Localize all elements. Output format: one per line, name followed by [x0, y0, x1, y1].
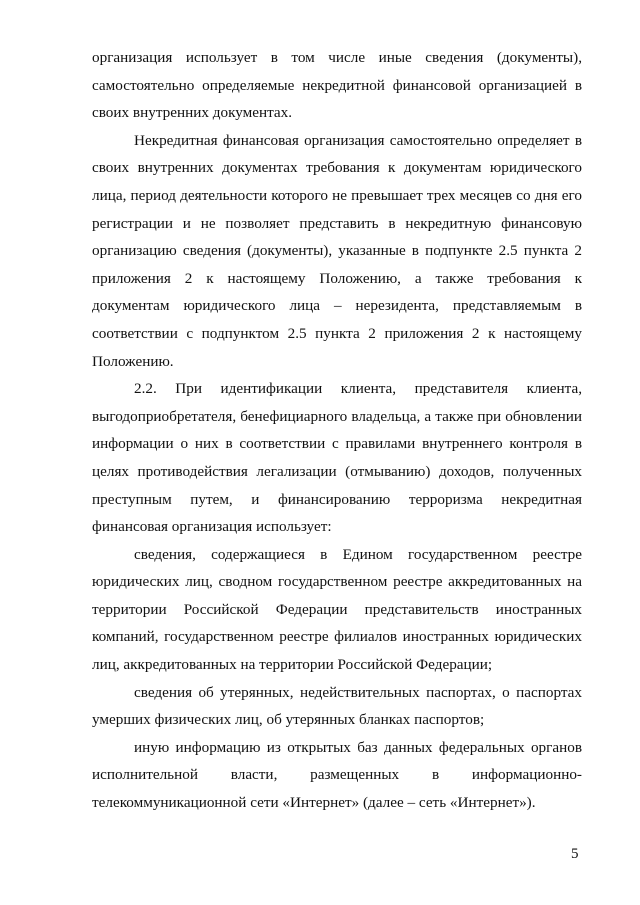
paragraph-requirements: Некредитная финансовая организация самостоятельно определяет в своих внутренних документах требования к документам юридического лица, период деятельности которого не превышает трех месяцев со дня его регистрации и не позволяет представить в некредитную финансовую организацию сведения (документы), указанные в подпункте 2.5 пункта 2 приложения 2 к настоящему Положению, а также требования к документам юридического лица – нерезидента, представляемым в соответствии с подпунктом 2.5 пункта 2 приложения 2 к настоящему Положению. — [92, 131, 582, 370]
paragraph-egrul-info: сведения, содержащиеся в Едином государственном реестре юридических лиц, сводном государственном реестре аккредитованных на территории Российской Федерации представительств иностранных компаний, государственном реестре филиалов иностранных юридических лиц, аккредитованных на территории Российской Федерации; — [92, 545, 582, 674]
paragraph-passport-info: сведения об утерянных, недействительных паспортах, о паспортах умерших физических лиц, об утерянных бланках паспортов; — [92, 683, 582, 729]
page-number: 5 — [571, 846, 579, 862]
paragraph-continuation: организация использует в том числе иные сведения (документы), самостоятельно определяемые некредитной финансовой организацией в своих внутренних документах. — [92, 49, 582, 122]
paragraph-open-data-info: иную информацию из открытых баз данных федеральных органов исполнительной власти, размещенных в информационно-телекоммуникационной сети «Интернет» (далее – сеть «Интернет»). — [92, 738, 582, 812]
paragraph-2-2: 2.2. При идентификации клиента, представителя клиента, выгодоприобретателя, бенефициарного владельца, а также при обновлении информации о них в соответствии с правилами внутреннего контроля в целях противодействия легализации (отмыванию) доходов, полученных преступным путем, и финансированию терроризма некредитная финансовая организация использует: — [92, 380, 582, 536]
